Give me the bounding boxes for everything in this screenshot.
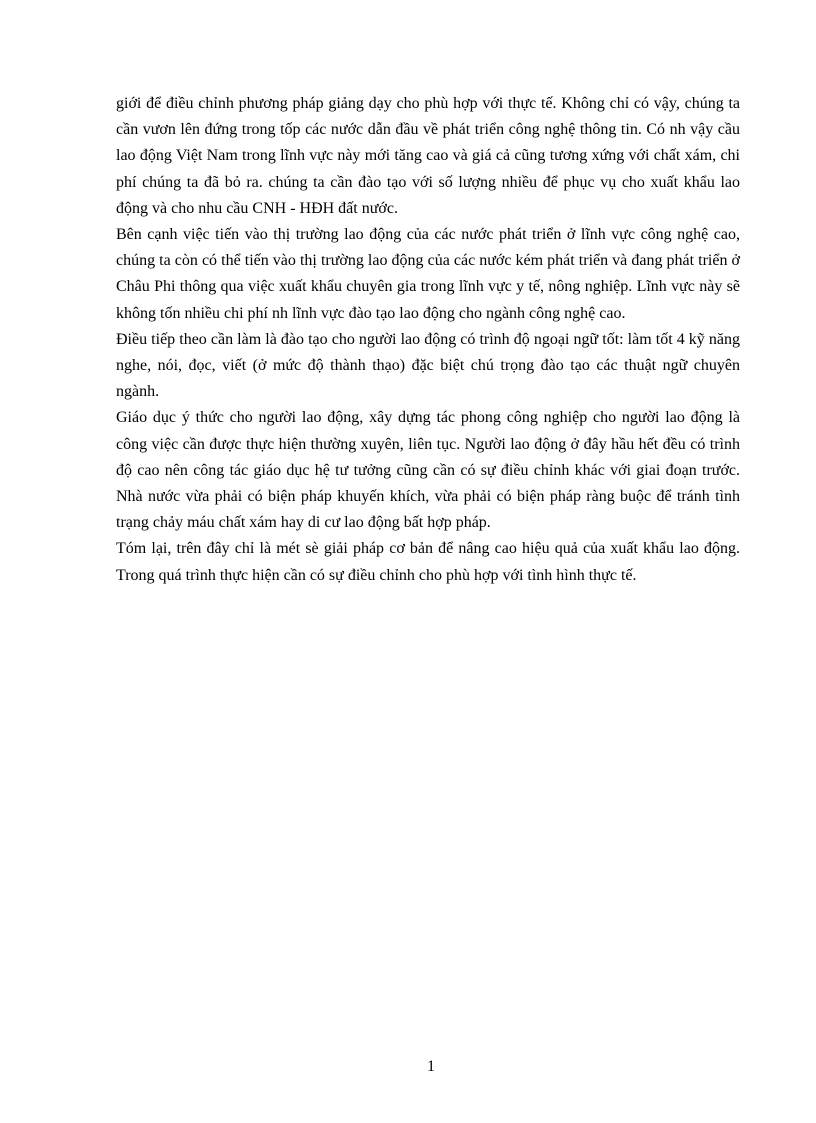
paragraph-5: Tóm lại, trên đây chỉ là mét sè giải pháp cơ bản để nâng cao hiệu quả của xuất khẩu lao động. Trong quá trình thực hiện cần có sự điều chỉnh cho phù hợp với tình hình thực tế. <box>116 540 740 584</box>
paragraph-1: giới để điều chỉnh phương pháp giảng dạy cho phù hợp với thực tế. Không chỉ có vậy, chúng ta cần vươn lên đứng trong tốp các nước dẫn đầu về phát triển công nghệ thông tin. Có nh vậy cầu lao động Việt Nam trong lĩnh vực này mới tăng cao và giá cả cũng tương xứng với chất xám, chi phí chúng ta đã bỏ ra. chúng ta cần đào tạo với số lượng nhiều để phục vụ cho xuất khẩu lao động và cho nhu cầu CNH - HĐH đất nước. <box>116 95 740 217</box>
document-body <box>116 91 740 589</box>
page-number: 1 <box>427 1058 435 1075</box>
paragraph-4: Giáo dục ý thức cho người lao động, xây dựng tác phong công nghiệp cho người lao động là công việc cần được thực hiện thường xuyên, liên tục. Người lao động ở đây hầu hết đều có trình độ cao nên công tác giáo dục hệ tư tưởng cũng cần có sự điều chỉnh khác với giai đoạn trước. Nhà nước vừa phải có biện pháp khuyến khích, vừa phải có biện pháp ràng buộc để tránh tình trạng chảy máu chất xám hay di cư lao động bất hợp pháp. <box>116 409 740 532</box>
paragraph-3: Điều tiếp theo cần làm là đào tạo cho người lao động có trình độ ngoại ngữ tốt: làm tốt 4 kỹ năng nghe, nói, đọc, viết (ở mức độ thành thạo) đặc biệt chú trọng đào tạo các thuật ngữ chuyên ngành. <box>116 330 740 401</box>
paragraph-2: Bên cạnh việc tiến vào thị trường lao động của các nước phát triển ở lĩnh vực công nghệ cao, chúng ta còn có thể tiến vào thị trường lao động của các nước kém phát triển và đang phát triển ở Châu Phi thông qua việc xuất khẩu chuyên gia trong lĩnh vực y tế, nông nghiệp. Lĩnh vực này sẽ không tốn nhiều chi phí nh lĩnh vực đào tạo lao động cho ngành công nghệ cao. <box>116 226 740 322</box>
